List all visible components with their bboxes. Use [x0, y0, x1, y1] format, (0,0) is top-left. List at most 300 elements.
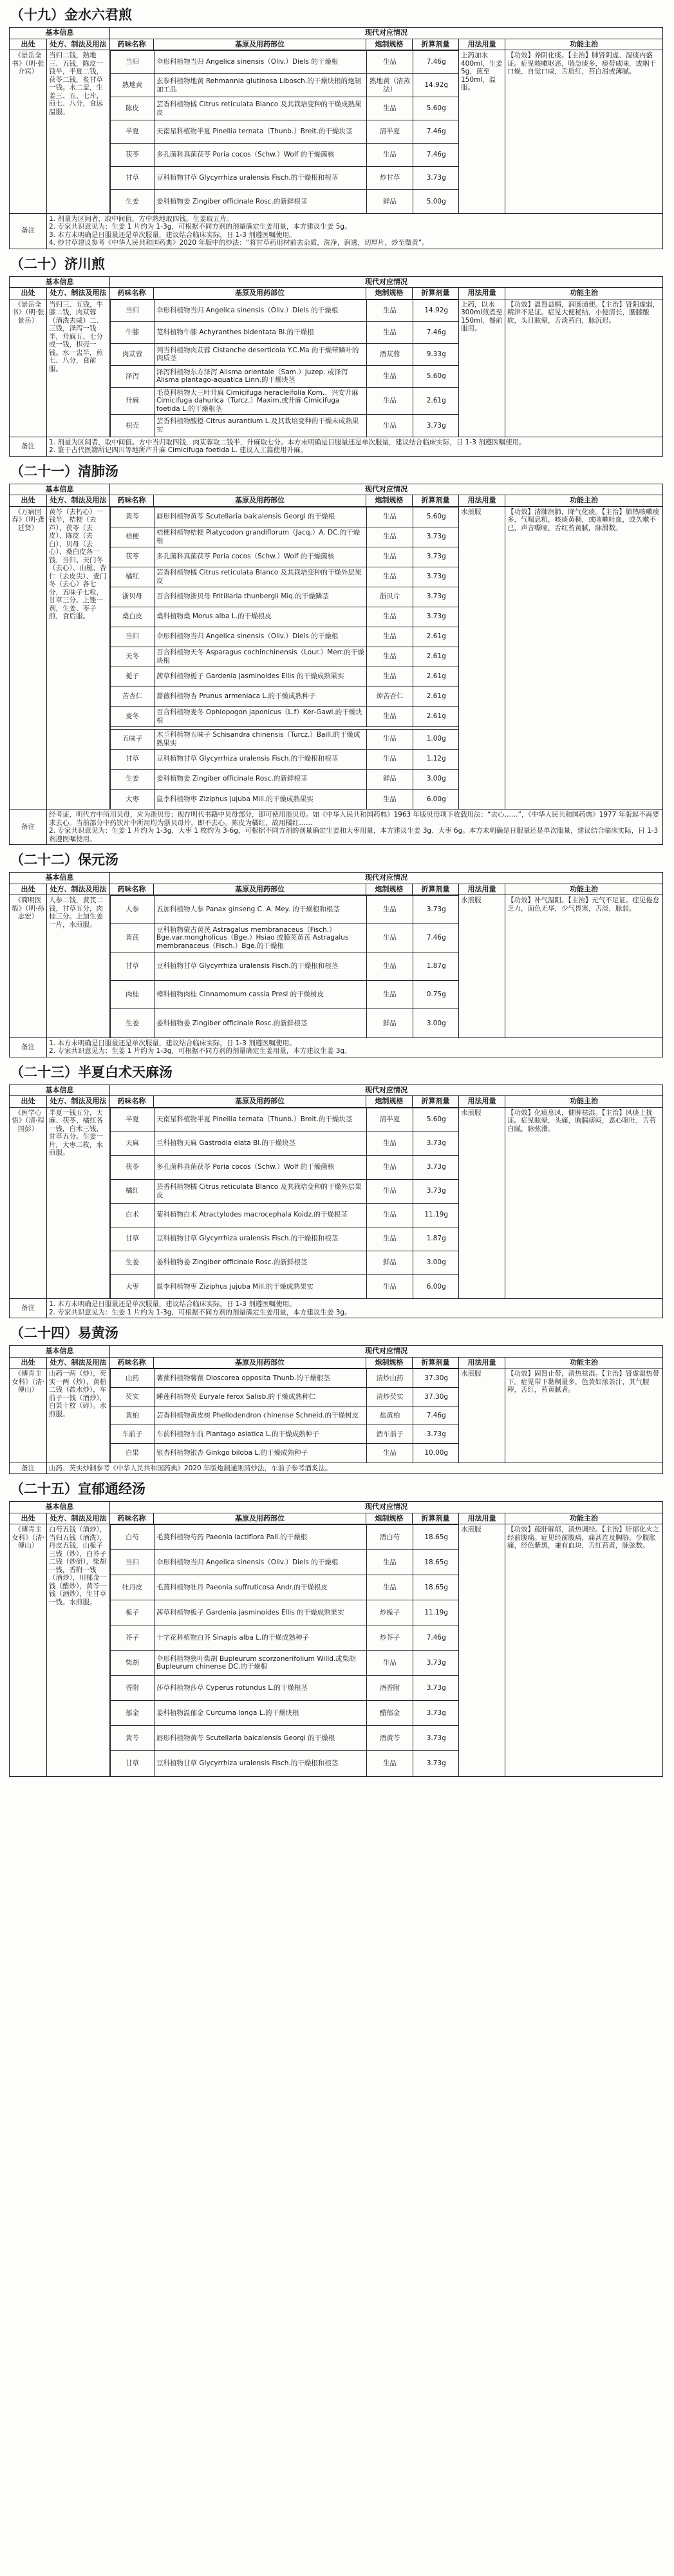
- herb-name: 黄芩: [111, 507, 154, 527]
- header-usage: 用法用量: [459, 1096, 505, 1108]
- header-processing: 炮制规格: [366, 1096, 413, 1108]
- remark-cell: [47, 437, 663, 456]
- herb-origin: 鼠李科植物枣 Ziziphus jujuba Mill.的干燥成熟果实: [154, 789, 367, 809]
- remark-label: 备注: [10, 810, 47, 845]
- herb-processing: 鲜品: [367, 190, 413, 213]
- herb-processing: 盐黄柏: [367, 1406, 413, 1425]
- formula-section: [9, 848, 674, 1057]
- herb-origin: 豆科植物甘草 Glycyrrhiza uralensis Fisch.的干燥根和根茎: [154, 952, 367, 981]
- header-dose: 折算剂量: [413, 495, 459, 507]
- header-function: 功能主治: [505, 39, 663, 50]
- herb-processing: 酒黄芩: [367, 1726, 413, 1751]
- herb-name: 白果: [111, 1444, 154, 1463]
- herb-name: 生姜: [111, 190, 154, 213]
- herb-dose: 2.61g: [413, 627, 459, 647]
- formula-table: [9, 27, 663, 249]
- formula-table: [9, 484, 663, 846]
- header-usage: 用法用量: [459, 884, 505, 895]
- header-basic-info: 基本信息: [10, 276, 110, 288]
- herb-origin: 伞形科植物当归 Angelica sinensis（Oliv.）Diels 的干燥根: [154, 1550, 367, 1575]
- ingredient-row: [111, 1155, 459, 1179]
- ingredient-row: [111, 1227, 459, 1251]
- header-herb-name: 药味名称: [110, 288, 154, 299]
- ingredients-cell: [110, 1524, 459, 1777]
- herb-dose: 18.65g: [413, 1550, 459, 1575]
- remark-label: 备注: [10, 213, 47, 249]
- herb-name: 甘草: [111, 952, 154, 981]
- herb-origin: 木兰科植物五味子 Schisandra chinensis（Turcz.）Baill.的干燥成熟果实: [154, 729, 367, 749]
- herb-origin: 多孔菌科真菌茯苓 Poria cocos（Schw.）Wolf 的干燥菌核: [154, 1155, 367, 1179]
- herb-origin: 茜草科植物栀子 Gardenia jasminoides Ellis 的干燥成熟果实: [154, 667, 367, 687]
- ingredient-row: [111, 321, 459, 343]
- herb-dose: 3.00g: [413, 1251, 459, 1274]
- herb-origin: 唇形科植物黄芩 Scutellaria baicalensis Georgi 的干燥根: [154, 1726, 367, 1751]
- section-title: （二十四）易黄汤: [10, 1325, 118, 1341]
- herb-dose: 7.46g: [413, 1406, 459, 1425]
- herb-processing: 生品: [367, 1444, 413, 1463]
- ingredients-table: [110, 895, 459, 1037]
- header-prescription: 处方、制法及用法: [47, 884, 110, 895]
- prescription-cell: 当归二钱，熟地三、五钱，陈皮一钱半，半夏二钱，茯苓二钱，炙甘草一钱。水二盅，生姜三、五、七片，煎七、八分，食远温服。: [47, 50, 110, 214]
- header-processing: 炮制规格: [366, 39, 413, 50]
- herb-name: 肉桂: [111, 981, 154, 1009]
- ingredients-cell: [110, 506, 459, 810]
- ingredients-cell: [110, 299, 459, 437]
- herb-dose: 3.73g: [413, 587, 459, 607]
- header-processing: 炮制规格: [366, 288, 413, 299]
- herb-processing: 生品: [367, 1227, 413, 1251]
- herb-processing: 生品: [367, 729, 413, 749]
- ingredient-row: [111, 1550, 459, 1575]
- header-herb-name: 药味名称: [110, 1513, 154, 1524]
- herb-name: 当归: [111, 1550, 154, 1575]
- ingredients-cell: [110, 1368, 459, 1463]
- remark-label: 备注: [10, 1463, 47, 1474]
- herb-name: 肉苁蓉: [111, 343, 154, 365]
- remark-line: 2. 专家共识意见为：生姜 1 片约为 1-3g，可根据不同方剂的剂量确定生姜用量，本方建议生姜 3g。: [49, 1308, 351, 1316]
- usage-cell: 水煎服: [459, 506, 505, 810]
- header-herb-name: 药味名称: [110, 1357, 154, 1368]
- header-modern-info: 现代对应情况: [110, 873, 663, 884]
- ingredients-cell: [110, 895, 459, 1038]
- ingredients-cell: [110, 50, 459, 214]
- ingredient-row: [111, 729, 459, 749]
- ingredients-table: [110, 299, 459, 437]
- header-function: 功能主治: [505, 495, 663, 507]
- herb-origin: 豆科植物甘草 Glycyrrhiza uralensis Fisch.的干燥根和根茎: [154, 1227, 367, 1251]
- header-origin: 基原及用药部位: [154, 495, 366, 507]
- header-prescription: 处方、制法及用法: [47, 1096, 110, 1108]
- herb-processing: 生品: [367, 144, 413, 167]
- header-origin: 基原及用药部位: [154, 884, 366, 895]
- herb-origin: 睡莲科植物芡 Euryale ferox Salisb.的干燥成熟种仁: [154, 1388, 367, 1406]
- remark-line: 2. 鉴于古代医籍所记四川等地所产升麻 Cimicifuga foetida L. 建议入工篇使用升麻。: [49, 446, 308, 454]
- herb-name: 白芍: [111, 1525, 154, 1550]
- formula-section: [9, 1060, 674, 1319]
- herb-processing: 炒栀子: [367, 1600, 413, 1625]
- remark-label: 备注: [10, 1037, 47, 1057]
- herb-dose: 3.73g: [413, 1651, 459, 1676]
- herb-dose: 3.73g: [413, 607, 459, 627]
- remark-line: 1. 本方未明确是日服量还是单次服量，建议结合临床实际，日 1-3 剂遵医嘱使用。: [49, 1300, 296, 1308]
- herb-processing: 生品: [367, 1155, 413, 1179]
- ingredients-table: [110, 507, 459, 810]
- herb-name: 枳壳: [111, 415, 154, 437]
- herb-name: 半夏: [111, 120, 154, 144]
- herb-dose: 7.46g: [413, 120, 459, 144]
- function-cell: 【功效】补气温阳。【主治】元气不足证。症见倦怠乏力，面色无华，少气畏寒，舌淡，脉弱。: [505, 895, 663, 1038]
- ingredient-row: [111, 120, 459, 144]
- herb-name: 当归: [111, 51, 154, 74]
- herb-processing: 生品: [367, 667, 413, 687]
- herb-dose: 3.73g: [413, 1155, 459, 1179]
- ingredient-row: [111, 1388, 459, 1406]
- herb-name: 柴胡: [111, 1651, 154, 1676]
- ingredient-row: [111, 981, 459, 1009]
- usage-cell: 水煎服: [459, 1524, 505, 1777]
- function-cell: 【功效】养阴化痰。【主治】肺肾阴虚、湿痰内盛证。症见咳嗽呕恶，喘急痰多，痰带咸味，或咽干口燥，自觉口咸，舌质红，苔白滑或薄腻。: [505, 50, 663, 214]
- usage-cell: 水煎服: [459, 1107, 505, 1299]
- source-cell: 《简明医彀》（明·孙志宏）: [10, 895, 47, 1038]
- herb-processing: 生品: [367, 365, 413, 387]
- herb-dose: 3.73g: [413, 1425, 459, 1444]
- herb-origin: 天南星科植物半夏 Pinellia ternata（Thunb.）Breit.的干燥块茎: [154, 120, 367, 144]
- formula-table: [9, 1501, 663, 1777]
- herb-name: 泽泻: [111, 365, 154, 387]
- herb-dose: 14.92g: [413, 299, 459, 321]
- herb-dose: 37.30g: [413, 1369, 459, 1388]
- herb-processing: 酒车前子: [367, 1425, 413, 1444]
- herb-name: 天冬: [111, 647, 154, 667]
- herb-origin: 菊科植物白术 Atractylodes macrocephala Koidz.的干燥根茎: [154, 1203, 367, 1227]
- herb-origin: 多孔菌科真菌茯苓 Poria cocos（Schw.）Wolf 的干燥菌核: [154, 144, 367, 167]
- herb-name: 桑白皮: [111, 607, 154, 627]
- herb-name: 车前子: [111, 1425, 154, 1444]
- herb-origin: 十字花科植物白芥 Sinapis alba L.的干燥成熟种子: [154, 1625, 367, 1651]
- herb-dose: 6.00g: [413, 789, 459, 809]
- herb-origin: 桔梗科植物桔梗 Platycodon grandiflorum（Jacq.）A. DC.的干燥根: [154, 527, 367, 547]
- herb-origin: 百合科植物天冬 Asparagus cochinchinensis（Lour.）Merr.的干燥块根: [154, 647, 367, 667]
- herb-processing: 焯苦杏仁: [367, 687, 413, 706]
- herb-dose: 7.46g: [413, 924, 459, 952]
- section-title: （二十）济川煎: [10, 256, 105, 272]
- section-title: （二十二）保元汤: [10, 852, 118, 867]
- ingredient-row: [111, 387, 459, 415]
- herb-origin: 泽泻科植物东方泽泻 Alisma orientale（Sam.）Juzep. 或泽泻 Alisma plantago-aquatica Linn.的干燥块茎: [154, 365, 367, 387]
- header-dose: 折算剂量: [413, 1513, 459, 1524]
- herb-origin: 银杏科植物银杏 Ginkgo biloba L.的干燥成熟种子: [154, 1444, 367, 1463]
- ingredient-row: [111, 299, 459, 321]
- header-prescription: 处方、制法及用法: [47, 39, 110, 50]
- formula-section: [9, 1321, 674, 1474]
- prescription-cell: 当归三、五钱，牛膝二钱，肉苁蓉（酒洗去咸）二、三钱，泽泻一钱半，升麻五、七分或一钱，枳壳一钱。水一盅半，煎七、八分，食前服。: [47, 299, 110, 437]
- herb-dose: 2.61g: [413, 647, 459, 667]
- herb-dose: 10.00g: [413, 1444, 459, 1463]
- formula-section: [9, 459, 674, 846]
- header-processing: 炮制规格: [366, 1357, 413, 1368]
- herb-processing: 生品: [367, 981, 413, 1009]
- prescription-cell: 黄芩（去朽心）一钱半，桔梗（去芦）、茯苓（去皮）、陈皮（去白）、贝母（去心）、桑白皮各一钱，当归、天门冬（去心）、山栀、杏仁（去皮尖）、麦门冬（去心）各七分，五味子七粒，甘草三分。上锉一剂，生姜、枣子煎，食后服。: [47, 506, 110, 810]
- herb-name: 麦冬: [111, 706, 154, 726]
- header-modern-info: 现代对应情况: [110, 484, 663, 495]
- ingredient-row: [111, 527, 459, 547]
- ingredient-row: [111, 1726, 459, 1751]
- ingredient-row: [111, 167, 459, 190]
- header-source: 出处: [10, 1513, 47, 1524]
- header-herb-name: 药味名称: [110, 39, 154, 50]
- header-source: 出处: [10, 288, 47, 299]
- source-cell: 《景岳全书》（明·张介宾）: [10, 50, 47, 214]
- ingredient-row: [111, 607, 459, 627]
- herb-name: 甘草: [111, 167, 154, 190]
- herb-origin: 列当科植物肉苁蓉 Cistanche deserticola Y.C.Ma 的干燥带鳞叶的肉质茎: [154, 343, 367, 365]
- herb-dose: 11.19g: [413, 1203, 459, 1227]
- header-processing: 炮制规格: [366, 1513, 413, 1524]
- herb-origin: 毛茛科植物芍药 Paeonia lactiflora Pall.的干燥根: [154, 1525, 367, 1550]
- herb-dose: 6.00g: [413, 1274, 459, 1298]
- herb-processing: 清半夏: [367, 120, 413, 144]
- header-basic-info: 基本信息: [10, 1502, 110, 1513]
- ingredient-row: [111, 1108, 459, 1132]
- herb-dose: 3.73g: [413, 896, 459, 924]
- ingredient-row: [111, 74, 459, 97]
- prescription-cell: 半夏一钱五分，天麻、茯苓、橘红各一钱，白术三钱，甘草五分。生姜一片，大枣二枚，水煎服。: [47, 1107, 110, 1299]
- herb-processing: 生品: [367, 1651, 413, 1676]
- herb-name: 生姜: [111, 1251, 154, 1274]
- herb-processing: 生品: [367, 1203, 413, 1227]
- herb-processing: 生品: [367, 896, 413, 924]
- ingredients-table: [110, 50, 459, 213]
- formula-section: [9, 1477, 674, 1777]
- herb-name: 当归: [111, 627, 154, 647]
- herb-processing: 酒苁蓉: [367, 343, 413, 365]
- herb-name: 栀子: [111, 667, 154, 687]
- herb-origin: 鼠李科植物枣 Ziziphus jujuba Mill.的干燥成熟果实: [154, 1274, 367, 1298]
- ingredient-row: [111, 1203, 459, 1227]
- ingredient-row: [111, 769, 459, 789]
- ingredient-row: [111, 749, 459, 769]
- remark-cell: [47, 1299, 663, 1318]
- herb-dose: 37.30g: [413, 1388, 459, 1406]
- herb-name: 牛膝: [111, 321, 154, 343]
- herb-origin: 芸香科植物橘 Citrus reticulata Blanco 及其栽培变种的干燥成熟果皮: [154, 97, 367, 120]
- header-source: 出处: [10, 495, 47, 507]
- header-basic-info: 基本信息: [10, 1084, 110, 1096]
- herb-origin: 豆科植物甘草 Glycyrrhiza uralensis Fisch.的干燥根和根茎: [154, 749, 367, 769]
- prescription-cell: 白芍五钱（酒炒），当归五钱（酒洗），丹皮五钱，山栀子三钱（炒），白芥子二钱（炒研），柴胡一钱，香附一钱（酒炒），川郁金一钱（醋炒），黄芩一钱（酒炒），生甘草一钱。水煎服。: [47, 1524, 110, 1777]
- formula-table: [9, 872, 663, 1057]
- herb-origin: 毛茛科植物大三叶升麻 Cimicifuga heracleifolia Kom.、兴安升麻 Cimicifuga dahurica（Turcz.）Maxim.或升麻 Cimicifuga foetida L.的干燥根茎: [154, 387, 367, 415]
- function-cell: 【功效】固肾止带，清热祛湿。【主治】肾虚湿热带下。症见带下黏稠量多，色黄如浓茶汁，其气腥秽，舌红，苔黄腻者。: [505, 1368, 663, 1463]
- herb-origin: 伞形科植物当归 Angelica sinensis（Oliv.）Diels 的干燥根: [154, 299, 367, 321]
- ingredient-row: [111, 547, 459, 567]
- herb-name: 人参: [111, 896, 154, 924]
- herb-origin: 豆科植物甘草 Glycyrrhiza uralensis Fisch.的干燥根和根茎: [154, 1751, 367, 1776]
- herb-origin: 薯蓣科植物薯蓣 Dioscorea opposita Thunb.的干燥根茎: [154, 1369, 367, 1388]
- herb-name: 甘草: [111, 749, 154, 769]
- herb-dose: 3.73g: [413, 1726, 459, 1751]
- function-cell: 【功效】疏肝解郁，清热调经。【主治】肝郁化火之经前腹痛。症见经前腹痛，痛甚连及胸胁，少腹胀痛，经色紫黑，兼有血块，舌红苔黄，脉弦数。: [505, 1524, 663, 1777]
- herb-name: 苦杏仁: [111, 687, 154, 706]
- herb-processing: 生品: [367, 627, 413, 647]
- header-usage: 用法用量: [459, 39, 505, 50]
- header-modern-info: 现代对应情况: [110, 276, 663, 288]
- herb-processing: 清炒芡实: [367, 1388, 413, 1406]
- herb-origin: 芸香科植物橘 Citrus reticulata Blanco 及其栽培变种的干燥外层果皮: [154, 567, 367, 587]
- header-function: 功能主治: [505, 884, 663, 895]
- herb-processing: 生品: [367, 607, 413, 627]
- herb-name: 升麻: [111, 387, 154, 415]
- herb-origin: 芸香科植物酸橙 Citrus aurantium L.及其栽培变种的干燥未成熟果实: [154, 415, 367, 437]
- remark-line: 1. 剂量为区间者，取中间值。方中当归取四钱，肉苁蓉取二钱半，升麻取七分。本方未明确是日服量还是单次服量，建议结合临床实际，日 1-3 剂遵医嘱使用。: [49, 438, 526, 446]
- ingredient-row: [111, 1600, 459, 1625]
- herb-dose: 5.60g: [413, 365, 459, 387]
- ingredient-row: [111, 1651, 459, 1676]
- formula-section: [9, 252, 674, 457]
- herb-processing: 生品: [367, 97, 413, 120]
- ingredient-row: [111, 1625, 459, 1651]
- header-dose: 折算剂量: [413, 39, 459, 50]
- header-dose: 折算剂量: [413, 1096, 459, 1108]
- herb-origin: 天南星科植物半夏 Pinellia ternata（Thunb.）Breit.的干燥块茎: [154, 1108, 367, 1132]
- header-basic-info: 基本信息: [10, 484, 110, 495]
- herb-origin: 姜科植物温郁金 Curcuma longa L.的干燥块根: [154, 1701, 367, 1726]
- header-processing: 炮制规格: [366, 495, 413, 507]
- herb-name: 五味子: [111, 729, 154, 749]
- herb-name: 香附: [111, 1676, 154, 1701]
- herb-origin: 苋科植物牛膝 Achyranthes bidentata Bl.的干燥根: [154, 321, 367, 343]
- source-cell: 《傅青主女科》（清·傅山）: [10, 1524, 47, 1777]
- remark-line: 3. 本方未明确是日服量还是单次服量，建议结合临床实际，日 1-3 剂遵医嘱使用。: [49, 231, 296, 239]
- herb-dose: 2.61g: [413, 706, 459, 726]
- herb-name: 栀子: [111, 1600, 154, 1625]
- herb-name: 牡丹皮: [111, 1575, 154, 1600]
- ingredients-table: [110, 1524, 459, 1776]
- source-cell: 《万病回春》（明·龚廷贤）: [10, 506, 47, 810]
- source-cell: 《景岳全书》（明·张景岳）: [10, 299, 47, 437]
- remark-cell: [47, 810, 663, 845]
- header-dose: 折算剂量: [413, 288, 459, 299]
- ingredient-row: [111, 667, 459, 687]
- herb-name: 半夏: [111, 1108, 154, 1132]
- ingredient-row: [111, 1132, 459, 1155]
- herb-processing: 清炒山药: [367, 1369, 413, 1388]
- herb-processing: 鲜品: [367, 1251, 413, 1274]
- ingredient-row: [111, 706, 459, 726]
- ingredients-cell: [110, 1107, 459, 1299]
- remark-line: 2. 专家共识意见为：生姜 1 片约为 1-3g，大枣 1 枚约为 3-6g，可根据不同方剂的剂量确定生姜和大枣用量，本方建议生姜 3g、大枣 6g。本方未明确是日服量还是单次服量，建议结合临床实际，日 1-3 剂遵医嘱使用。: [49, 827, 659, 843]
- herb-name: 陈皮: [111, 97, 154, 120]
- herb-name: 大枣: [111, 789, 154, 809]
- header-prescription: 处方、制法及用法: [47, 1513, 110, 1524]
- ingredient-row: [111, 1009, 459, 1037]
- usage-cell: 水煎服: [459, 895, 505, 1038]
- ingredient-row: [111, 1179, 459, 1203]
- herb-dose: 3.00g: [413, 1009, 459, 1037]
- herb-dose: 3.73g: [413, 567, 459, 587]
- herb-processing: 生品: [367, 749, 413, 769]
- herb-origin: 樟科植物肉桂 Cinnamomum cassia Presl 的干燥树皮: [154, 981, 367, 1009]
- ingredient-row: [111, 1425, 459, 1444]
- usage-cell: 上药加水400ml，生姜5g，煎至150ml，温服。: [459, 50, 505, 214]
- ingredient-row: [111, 1274, 459, 1298]
- herb-processing: 生品: [367, 547, 413, 567]
- herb-name: 甘草: [111, 1751, 154, 1776]
- ingredient-row: [111, 924, 459, 952]
- formula-section: [9, 3, 674, 249]
- header-modern-info: 现代对应情况: [110, 1346, 663, 1358]
- herb-processing: 生品: [367, 1179, 413, 1203]
- ingredient-row: [111, 97, 459, 120]
- remark-label: 备注: [10, 1299, 47, 1318]
- header-modern-info: 现代对应情况: [110, 1084, 663, 1096]
- herb-origin: 毛茛科植物牡丹 Paeonia suffruticosa Andr.的干燥根皮: [154, 1575, 367, 1600]
- header-source: 出处: [10, 39, 47, 50]
- herb-name: 芥子: [111, 1625, 154, 1651]
- herb-dose: 3.73g: [413, 1751, 459, 1776]
- source-cell: 《医学心悟》（清·程国彭）: [10, 1107, 47, 1299]
- herb-name: 熟地黄: [111, 74, 154, 97]
- herb-origin: 姜科植物姜 Zingiber officinale Rosc.的新鲜根茎: [154, 1009, 367, 1037]
- herb-origin: 伞形科植物狭叶柴胡 Bupleurum scorzonerifolium Willd.或柴胡 Bupleurum chinense DC.的干燥根: [154, 1651, 367, 1676]
- source-cell: 《傅青主女科》（清·傅山）: [10, 1368, 47, 1463]
- herb-processing: 炒芥子: [367, 1625, 413, 1651]
- herb-name: 浙贝母: [111, 587, 154, 607]
- ingredient-row: [111, 1751, 459, 1776]
- herb-name: 生姜: [111, 1009, 154, 1037]
- herb-processing: 熟地黄（清蒸法）: [367, 74, 413, 97]
- formula-table: [9, 1084, 663, 1319]
- herb-origin: 蔷薇科植物杏 Prunus armeniaca L.的干燥成熟种子: [154, 687, 367, 706]
- header-function: 功能主治: [505, 1096, 663, 1108]
- herb-dose: 5.60g: [413, 1108, 459, 1132]
- herb-origin: 唇形科植物黄芩 Scutellaria baicalensis Georgi 的干燥根: [154, 507, 367, 527]
- remark-line: 2. 专家共识意见为：生姜 1 片约为 1-3g，可根据不同方剂的剂量确定生姜用量，本方建议生姜 5g。: [49, 223, 351, 231]
- herb-name: 白术: [111, 1203, 154, 1227]
- ingredient-row: [111, 567, 459, 587]
- herb-processing: 生品: [367, 507, 413, 527]
- herb-origin: 伞形科植物当归 Angelica sinensis（Oliv.）Diels 的干燥根: [154, 627, 367, 647]
- herb-dose: 3.73g: [413, 547, 459, 567]
- section-title: （二十一）清肺汤: [10, 463, 118, 479]
- header-usage: 用法用量: [459, 1357, 505, 1368]
- herb-origin: 玄参科植物地黄 Rehmannia glutinosa Libosch.的干燥块根的炮制加工品: [154, 74, 367, 97]
- herb-processing: 酒香附: [367, 1676, 413, 1701]
- herb-processing: 生品: [367, 527, 413, 547]
- ingredient-row: [111, 507, 459, 527]
- herb-dose: 2.61g: [413, 667, 459, 687]
- herb-dose: 3.73g: [413, 1676, 459, 1701]
- remark-line: 1. 本方未明确是日服量还是单次服量，建议结合临床实际，日 1-3 剂遵医嘱使用。: [49, 1039, 296, 1047]
- herb-name: 郁金: [111, 1701, 154, 1726]
- herb-processing: 生品: [367, 567, 413, 587]
- remark-line: 2. 专家共识意见为：生姜 1 片约为 1-3g，可根据不同方剂的剂量确定生姜用量，本方建议生姜 3g。: [49, 1047, 351, 1055]
- herb-origin: 芸香科植物黄皮树 Phellodendron chinense Schneid.的干燥树皮: [154, 1406, 367, 1425]
- section-title: （十九）金水六君煎: [10, 7, 132, 23]
- herb-processing: 生品: [367, 706, 413, 726]
- herb-origin: 桑科植物桑 Morus alba L.的干燥根皮: [154, 607, 367, 627]
- header-prescription: 处方、制法及用法: [47, 1357, 110, 1368]
- remark-cell: [47, 1037, 663, 1057]
- function-cell: 【功效】化痰息风，健脾祛湿。【主治】风痰上扰证。症见眩晕，头痛，胸膈痞闷，恶心呕吐，舌苔白腻，脉弦滑。: [505, 1107, 663, 1299]
- herb-origin: 百合科植物浙贝母 Fritillaria thunbergii Miq.的干燥鳞茎: [154, 587, 367, 607]
- herb-processing: 生品: [367, 321, 413, 343]
- herb-dose: 9.33g: [413, 343, 459, 365]
- herb-name: 黄柏: [111, 1406, 154, 1425]
- usage-cell: 上药，以水300ml煎煮至150ml，餐前服用。: [459, 299, 505, 437]
- herb-name: 芡实: [111, 1388, 154, 1406]
- ingredient-row: [111, 190, 459, 213]
